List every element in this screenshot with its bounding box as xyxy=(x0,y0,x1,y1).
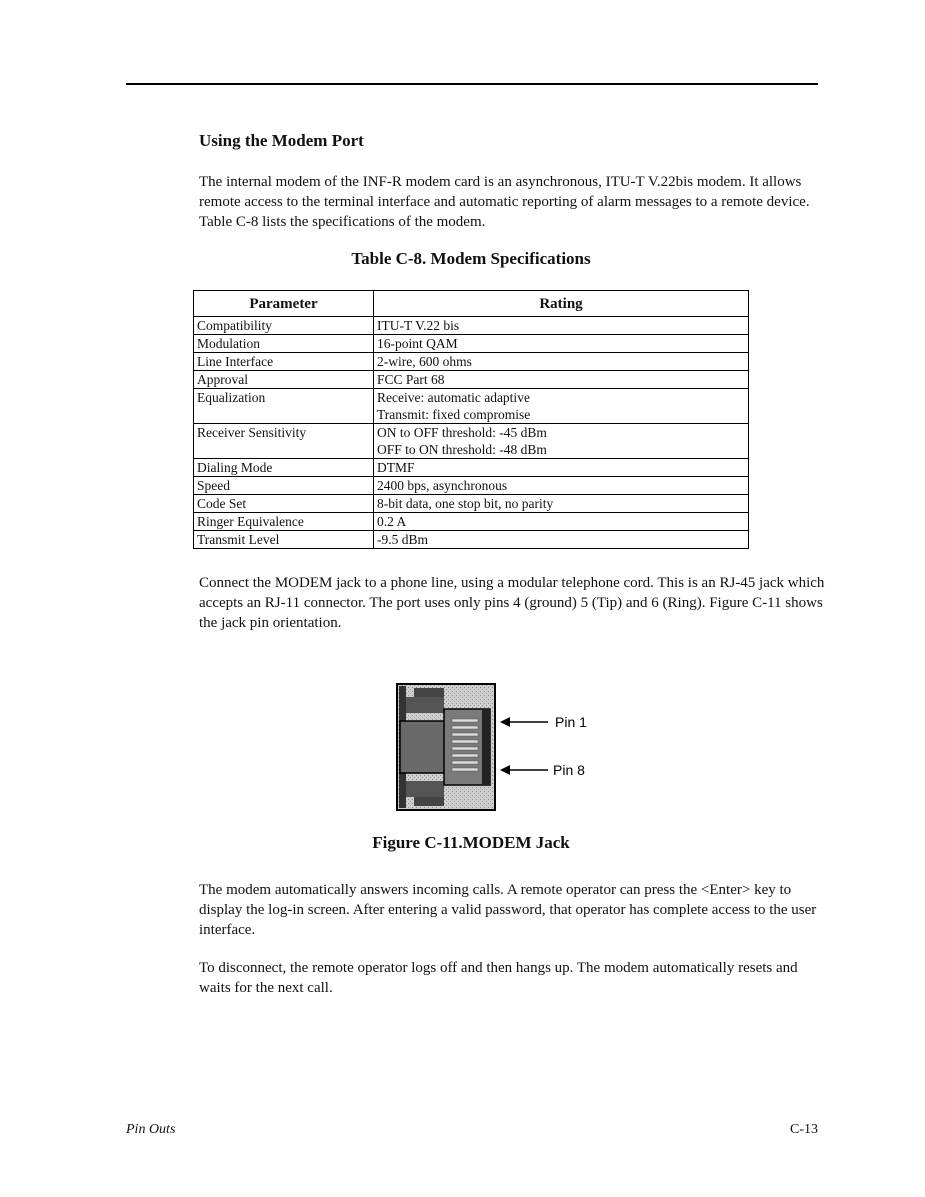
param-cell: Receiver Sensitivity xyxy=(194,424,374,459)
disconnect-paragraph: To disconnect, the remote operator logs off and then hangs up. The modem automatically resets and waits for the next call. xyxy=(199,960,798,996)
rating-cell xyxy=(374,371,749,389)
rating-cell xyxy=(374,335,749,353)
rating-cell xyxy=(374,317,749,335)
rating-line: -9.5 dBm xyxy=(377,532,429,547)
table-row xyxy=(194,477,749,495)
rating-cell xyxy=(374,389,749,424)
jack-body xyxy=(397,684,495,810)
param-cell: Transmit Level xyxy=(194,531,374,549)
param-cell: Approval xyxy=(194,371,374,389)
header-parameter: Parameter xyxy=(194,291,374,317)
param-cell: Equalization xyxy=(194,389,374,424)
figure-caption: Figure C-11.MODEM Jack xyxy=(372,833,570,852)
top-rule xyxy=(126,83,818,85)
param-cell: Line Interface xyxy=(194,353,374,371)
rating-line: Transmit: fixed compromise xyxy=(377,407,531,422)
header-rating: Rating xyxy=(374,291,749,317)
rating-line: 16-point QAM xyxy=(377,336,458,351)
param-cell: Modulation xyxy=(194,335,374,353)
table-row xyxy=(194,371,749,389)
param-cell: Ringer Equivalence xyxy=(194,513,374,531)
rating-line: 0.2 A xyxy=(377,514,407,529)
param-cell: Speed xyxy=(194,477,374,495)
rating-line: ON to OFF threshold: -45 dBm xyxy=(377,425,547,440)
rating-line: 2400 bps, asynchronous xyxy=(377,478,508,493)
rating-line: FCC Part 68 xyxy=(377,372,445,387)
rating-line: Receive: automatic adaptive xyxy=(377,390,530,405)
rating-line: 2-wire, 600 ohms xyxy=(377,354,472,369)
rating-line: 8-bit data, one stop bit, no parity xyxy=(377,496,554,511)
table-caption: Table C-8. Modem Specifications xyxy=(351,249,591,268)
table-row xyxy=(194,495,749,513)
footer-section-title: Pin Outs xyxy=(126,1122,176,1137)
answer-paragraph: The modem automatically answers incoming calls. A remote operator can press the <Enter> key to display the log-in screen. After entering a valid password, that operator has complete access to the user interface. xyxy=(199,882,817,938)
rating-cell xyxy=(374,459,749,477)
rating-line: OFF to ON threshold: -48 dBm xyxy=(377,442,547,457)
table-row xyxy=(194,459,749,477)
table-row xyxy=(194,335,749,353)
table-row xyxy=(194,531,749,549)
rating-cell xyxy=(374,495,749,513)
pin8-arrow-icon xyxy=(500,765,548,775)
rating-cell xyxy=(374,531,749,549)
rating-line: DTMF xyxy=(377,460,415,475)
modem-spec-table xyxy=(193,290,749,549)
rating-cell xyxy=(374,477,749,495)
table-row xyxy=(194,513,749,531)
table-row xyxy=(194,353,749,371)
intro-paragraph: The internal modem of the INF-R modem card is an asynchronous, ITU-T V.22bis modem. It allows remote access to the terminal interface and automatic reporting of alarm messages to a remote device. Table C-8 lists the specifications of the modem. xyxy=(199,174,810,230)
pin1-arrow-icon xyxy=(500,717,548,727)
table-body xyxy=(194,317,749,549)
section-heading: Using the Modem Port xyxy=(199,131,364,150)
rating-cell xyxy=(374,513,749,531)
pin1-label: Pin 1 xyxy=(555,714,587,730)
rating-cell xyxy=(374,424,749,459)
param-cell: Dialing Mode xyxy=(194,459,374,477)
rating-line: ITU-T V.22 bis xyxy=(377,318,460,333)
param-cell: Code Set xyxy=(194,495,374,513)
param-cell: Compatibility xyxy=(194,317,374,335)
rating-cell xyxy=(374,353,749,371)
table-row xyxy=(194,424,749,459)
table-row xyxy=(194,389,749,424)
footer-page-number: C-13 xyxy=(790,1122,818,1137)
table-header-row xyxy=(194,291,749,317)
pin8-label: Pin 8 xyxy=(553,762,585,778)
table-row xyxy=(194,317,749,335)
connect-paragraph: Connect the MODEM jack to a phone line, using a modular telephone cord. This is an RJ-45 jack which accepts an RJ-11 connector. The port uses only pins 4 (ground) 5 (Tip) and 6 (Ring). Figure C-11 shows the jack pin orientation. xyxy=(199,575,825,631)
modem-jack-figure xyxy=(396,683,596,813)
